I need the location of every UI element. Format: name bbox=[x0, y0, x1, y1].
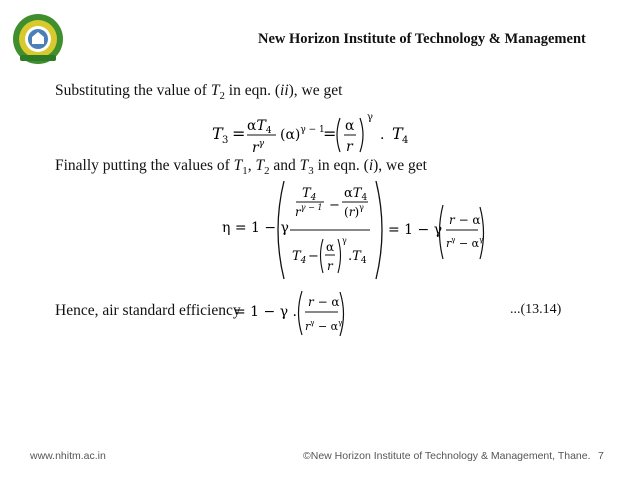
equation-efficiency-closing-paren bbox=[478, 205, 490, 261]
equation-air-standard-efficiency bbox=[232, 288, 342, 338]
svg-text:α: α bbox=[345, 118, 355, 134]
equation-number: ...(13.14) bbox=[510, 302, 562, 317]
svg-text:= 1 − γ .: = 1 − γ . bbox=[234, 304, 297, 320]
equation-efficiency bbox=[220, 175, 484, 285]
svg-text:r − α: r − α bbox=[308, 295, 340, 309]
svg-text:=: = bbox=[232, 124, 246, 143]
svg-text:η = 1 − γ: η = 1 − γ bbox=[222, 220, 289, 236]
svg-text:.T4: $.T_4$ bbox=[348, 249, 367, 266]
svg-text:(r)γ: $(r)^\gamma$ bbox=[344, 203, 364, 219]
svg-text:T: T bbox=[392, 124, 403, 143]
svg-text:rγ − αγ: $r^\gamma - \alpha^\gamma$ bbox=[305, 319, 343, 333]
institute-emblem-icon bbox=[12, 13, 64, 65]
svg-text:rγ − αγ: $r^\gamma - \alpha^\gamma$ bbox=[446, 236, 484, 250]
content-line-3-label: Hence, air standard efficiency bbox=[55, 302, 241, 319]
footer-page-number: 7 bbox=[598, 450, 604, 462]
svg-text:r: r bbox=[327, 259, 333, 273]
content-line-2: Finally putting the values of $T_1$, $T_2$ and $T_3$ in eqn. (i), we get bbox=[55, 157, 427, 178]
svg-text:T4: $T_4$ bbox=[292, 249, 307, 266]
svg-text:rγ − 1: $r^{\gamma - 1}$ bbox=[295, 203, 323, 219]
svg-text:T: T bbox=[212, 124, 223, 143]
svg-text:= 1 − γ: = 1 − γ bbox=[388, 222, 443, 238]
svg-text:r − α: r − α bbox=[449, 213, 481, 227]
svg-text:r: r bbox=[346, 139, 353, 155]
footer-website: www.nhitm.ac.in bbox=[30, 450, 106, 462]
svg-text:3: 3 bbox=[222, 135, 229, 146]
svg-text:T4: $T_4$ bbox=[302, 186, 317, 203]
svg-text:−: − bbox=[308, 249, 319, 264]
svg-text:rγ: $r^\gamma$ bbox=[252, 139, 265, 156]
svg-text:4: 4 bbox=[402, 135, 409, 146]
content-line-1: Substituting the value of $T_2$ in eqn. (ii), we get bbox=[55, 82, 343, 103]
svg-text:αT4: $\alpha T_4$ bbox=[344, 186, 368, 203]
header-title: New Horizon Institute of Technology & Management bbox=[258, 31, 586, 47]
svg-text:αT4: $\alpha T_4$ bbox=[247, 118, 272, 136]
svg-text:α: α bbox=[326, 240, 335, 254]
svg-text:−: − bbox=[329, 198, 340, 213]
svg-text:γ: γ bbox=[342, 236, 347, 245]
equation-t3 bbox=[210, 108, 470, 158]
footer-copyright: ©New Horizon Institute of Technology & Management, Thane. bbox=[303, 450, 591, 462]
equation-air-closing-paren bbox=[338, 290, 350, 338]
svg-text:γ: γ bbox=[367, 112, 373, 123]
svg-text:.: . bbox=[380, 127, 385, 143]
svg-text:=: = bbox=[323, 124, 337, 143]
svg-text:(α)γ − 1: $(\alpha)^{\gamma - 1}$ bbox=[280, 125, 325, 143]
